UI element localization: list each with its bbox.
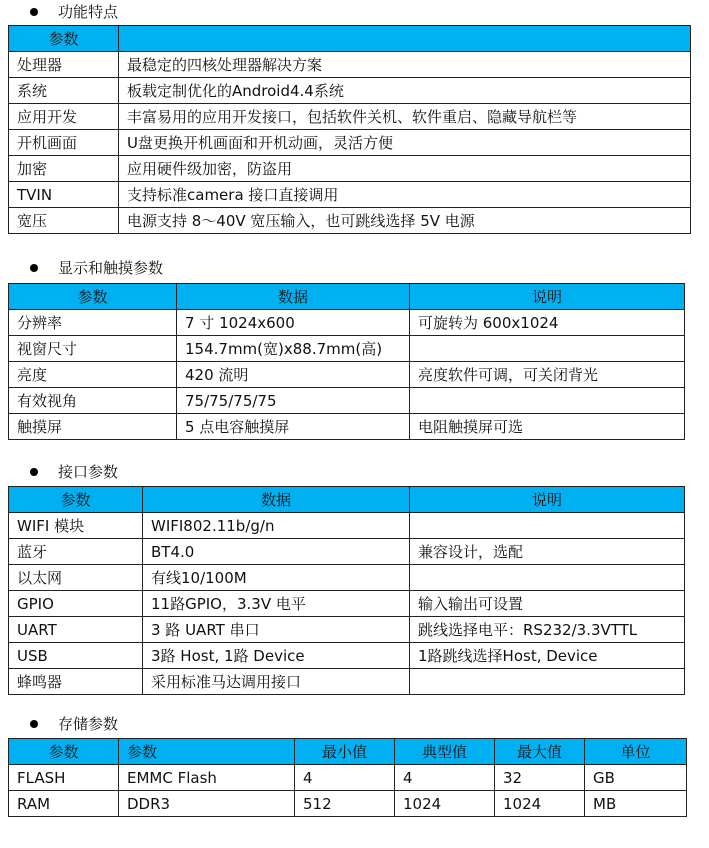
param-cell: 加密 [9, 156, 119, 182]
header-cell: 参数 [9, 26, 119, 52]
header-cell: 参数 [9, 284, 177, 310]
param-cell: USB [9, 643, 143, 669]
param-cell: 有效视角 [9, 388, 177, 414]
bullet-icon [30, 8, 38, 16]
table-header-row [9, 739, 687, 765]
param-cell: 视窗尺寸 [9, 336, 177, 362]
table-header-row [9, 487, 685, 513]
param-cell: 蜂鸣器 [9, 669, 143, 695]
table-row [9, 208, 691, 234]
note-cell: 亮度软件可调，可关闭背光 [410, 362, 685, 388]
header-cell: 参数 [9, 487, 143, 513]
param-cell: 亮度 [9, 362, 177, 388]
note-cell: 可旋转为 600x1024 [410, 310, 685, 336]
value-cell: 采用标准马达调用接口 [143, 669, 410, 695]
param-cell: 触摸屏 [9, 414, 177, 440]
value-cell: 5 点电容触摸屏 [177, 414, 410, 440]
table-header-row [9, 284, 685, 310]
param-cell: 系统 [9, 78, 119, 104]
table-header-row [9, 26, 691, 52]
header-cell [119, 26, 691, 52]
param-cell: 蓝牙 [9, 539, 143, 565]
table-row [9, 310, 685, 336]
value-cell: 应用硬件级加密，防盗用 [119, 156, 691, 182]
table-row [9, 336, 685, 362]
table-row [9, 591, 685, 617]
max-cell: 1024 [495, 791, 585, 817]
note-cell [410, 513, 685, 539]
value-cell: WIFI802.11b/g/n [143, 513, 410, 539]
value-cell: U盘更换开机画面和开机动画，灵活方便 [119, 130, 691, 156]
header-cell: 参数 [119, 739, 295, 765]
table-row [9, 388, 685, 414]
table-row [9, 52, 691, 78]
table-row [9, 565, 685, 591]
header-cell: 数据 [177, 284, 410, 310]
header-cell: 典型值 [395, 739, 495, 765]
value-cell: 154.7mm(宽)x88.7mm(高) [177, 336, 410, 362]
section-heading-display [30, 259, 163, 277]
typ-cell: 4 [395, 765, 495, 791]
value-cell: 11路GPIO，3.3V 电平 [143, 591, 410, 617]
value-cell: 最稳定的四核处理器解决方案 [119, 52, 691, 78]
value-cell: 7 寸 1024x600 [177, 310, 410, 336]
table-row [9, 513, 685, 539]
type-cell: EMMC Flash [119, 765, 295, 791]
value-cell: BT4.0 [143, 539, 410, 565]
table-row [9, 643, 685, 669]
param-cell: 应用开发 [9, 104, 119, 130]
param-cell: 分辨率 [9, 310, 177, 336]
bullet-icon [30, 264, 38, 272]
note-cell [410, 565, 685, 591]
param-cell: 宽压 [9, 208, 119, 234]
table-row [9, 617, 685, 643]
param-cell: FLASH [9, 765, 119, 791]
section-title: 存储参数 [58, 715, 119, 733]
unit-cell: GB [585, 765, 687, 791]
typ-cell: 1024 [395, 791, 495, 817]
value-cell: 有线10/100M [143, 565, 410, 591]
param-cell: 开机画面 [9, 130, 119, 156]
bullet-icon [30, 720, 38, 728]
note-cell: 跳线选择电平：RS232/3.3VTTL [410, 617, 685, 643]
section-title: 接口参数 [58, 463, 119, 481]
max-cell: 32 [495, 765, 585, 791]
note-cell: 电阻触摸屏可选 [410, 414, 685, 440]
header-cell: 说明 [410, 284, 685, 310]
table-row [9, 130, 691, 156]
value-cell: 支持标准camera 接口直接调用 [119, 182, 691, 208]
table-row [9, 539, 685, 565]
note-cell: 兼容设计，选配 [410, 539, 685, 565]
table-row [9, 765, 687, 791]
min-cell: 4 [295, 765, 395, 791]
table-row [9, 104, 691, 130]
note-cell: 1路跳线选择Host, Device [410, 643, 685, 669]
unit-cell: MB [585, 791, 687, 817]
value-cell: 电源支持 8～40V 宽压输入，也可跳线选择 5V 电源 [119, 208, 691, 234]
note-cell [410, 336, 685, 362]
value-cell: 板载定制优化的Android4.4系统 [119, 78, 691, 104]
header-cell: 单位 [585, 739, 687, 765]
bullet-icon [30, 468, 38, 476]
param-cell: WIFI 模块 [9, 513, 143, 539]
param-cell: TVIN [9, 182, 119, 208]
interface-table [8, 486, 685, 695]
header-cell: 最大值 [495, 739, 585, 765]
table-row [9, 156, 691, 182]
value-cell: 3 路 UART 串口 [143, 617, 410, 643]
header-cell: 参数 [9, 739, 119, 765]
param-cell: GPIO [9, 591, 143, 617]
table-row [9, 414, 685, 440]
value-cell: 丰富易用的应用开发接口，包括软件关机、软件重启、隐藏导航栏等 [119, 104, 691, 130]
note-cell [410, 388, 685, 414]
section-heading-interface [30, 463, 118, 481]
value-cell: 420 流明 [177, 362, 410, 388]
section-heading-features [30, 3, 118, 21]
storage-table [8, 738, 687, 817]
type-cell: DDR3 [119, 791, 295, 817]
param-cell: UART [9, 617, 143, 643]
value-cell: 3路 Host, 1路 Device [143, 643, 410, 669]
table-row [9, 669, 685, 695]
header-cell: 数据 [143, 487, 410, 513]
note-cell [410, 669, 685, 695]
display-table [8, 283, 685, 440]
param-cell: RAM [9, 791, 119, 817]
section-title: 功能特点 [58, 3, 119, 21]
value-cell: 75/75/75/75 [177, 388, 410, 414]
section-title: 显示和触摸参数 [58, 259, 164, 277]
features-table [8, 25, 691, 234]
table-row [9, 362, 685, 388]
table-row [9, 182, 691, 208]
header-cell: 说明 [410, 487, 685, 513]
note-cell: 输入输出可设置 [410, 591, 685, 617]
param-cell: 处理器 [9, 52, 119, 78]
min-cell: 512 [295, 791, 395, 817]
table-row [9, 791, 687, 817]
param-cell: 以太网 [9, 565, 143, 591]
header-cell: 最小值 [295, 739, 395, 765]
table-row [9, 78, 691, 104]
section-heading-storage [30, 715, 118, 733]
